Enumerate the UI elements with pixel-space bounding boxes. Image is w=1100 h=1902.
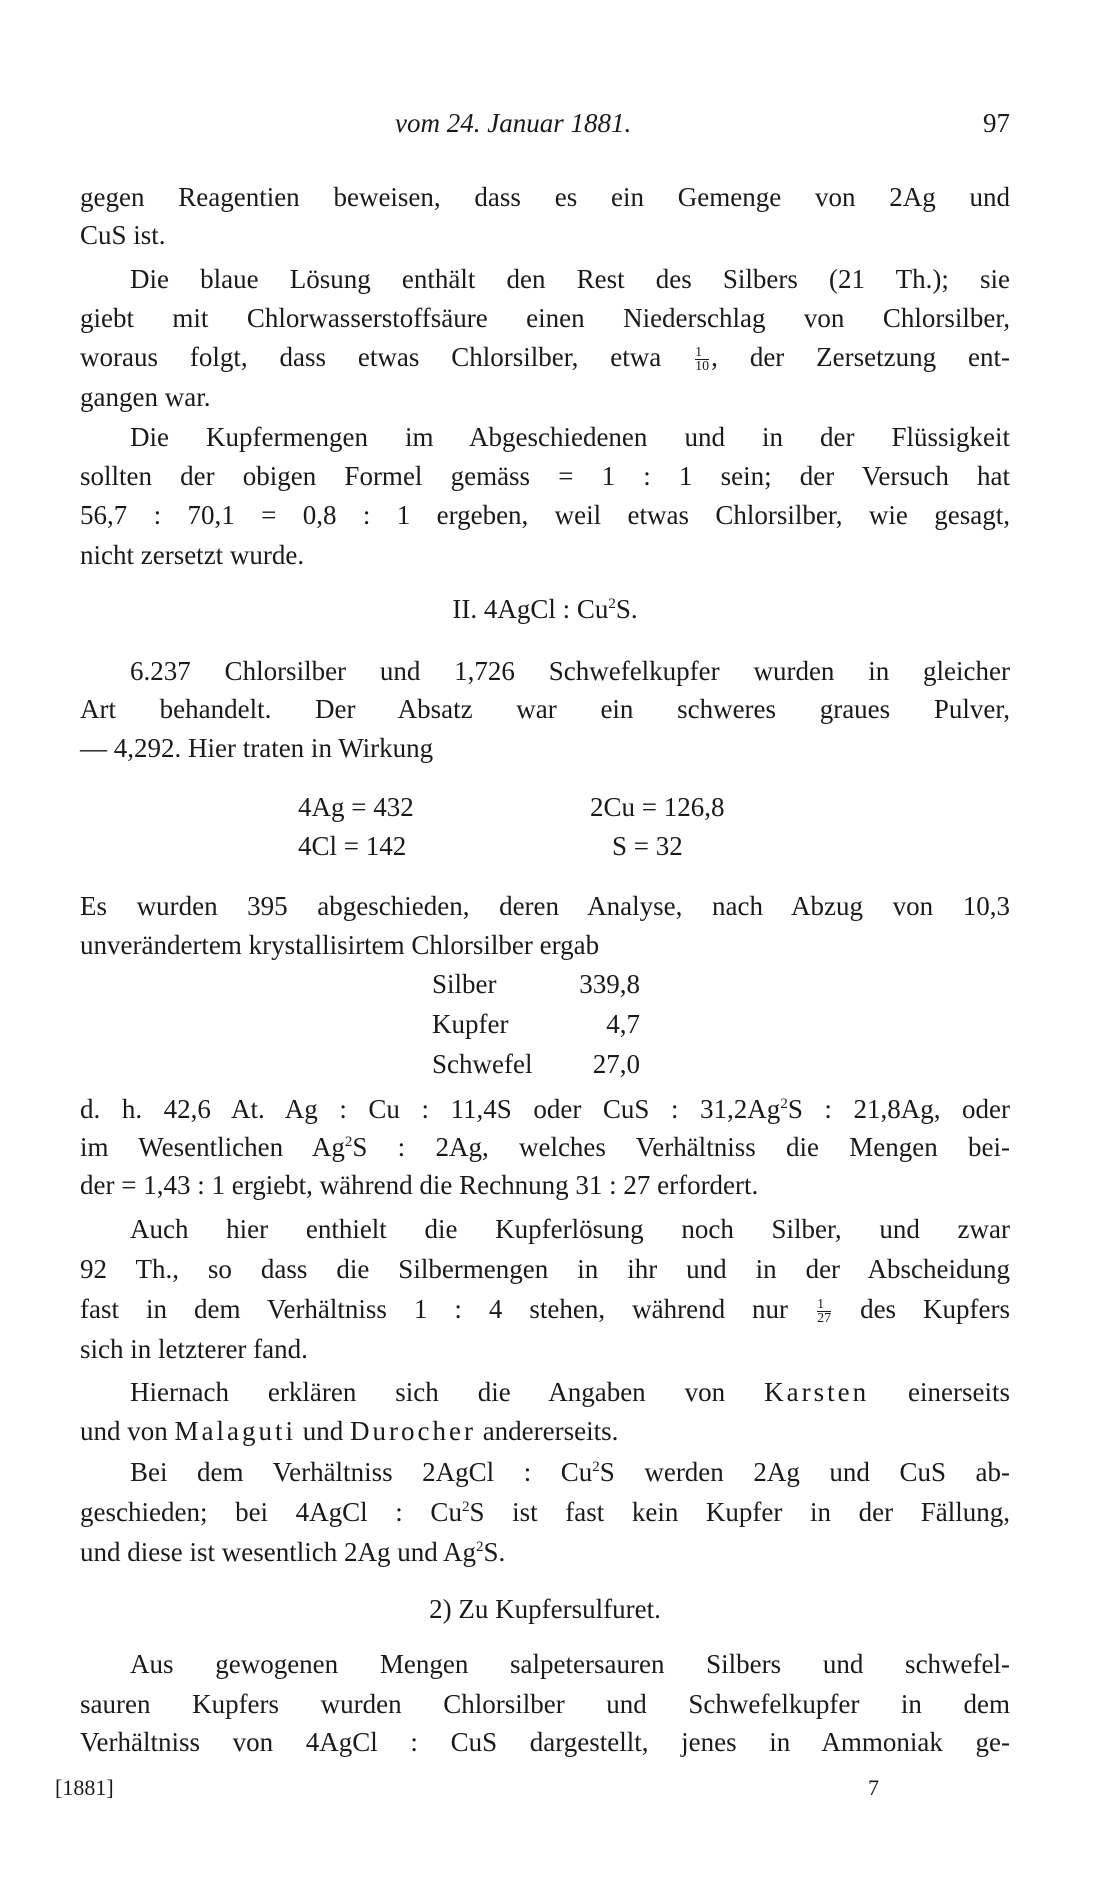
text-line — [80, 1414, 1010, 1448]
text-fragment: , der Zersetzung ent- — [711, 342, 1010, 372]
author-name: Durocher — [349, 1416, 476, 1446]
paragraph-start — [130, 1455, 1010, 1489]
table-value: 4,7 — [606, 1009, 640, 1039]
superscript: 2 — [592, 1459, 600, 1475]
text-line — [80, 340, 1010, 374]
text-fragment: S : 21,8Ag, oder — [787, 1094, 1010, 1124]
text-line: Es wurden 395 abgeschieden, deren Analyse, nach Abzug von 10,3 — [80, 891, 1010, 921]
equation: S = 32 — [612, 831, 683, 861]
text-fragment: S : 2Ag, welches Verhältniss die Mengen bei- — [352, 1132, 1010, 1162]
paragraph-start: Die blaue Lösung enthält den Rest des Silbers (21 Th.); sie — [130, 264, 1010, 294]
text-fragment: des Kupfers — [860, 1294, 1011, 1324]
text-fragment: S. — [483, 1537, 506, 1567]
text-line — [80, 1130, 1010, 1164]
text-fragment: S ist fast kein Kupfer in der Fällung, — [469, 1497, 1010, 1527]
text-line — [80, 1495, 1010, 1529]
superscript: 2 — [475, 1539, 484, 1555]
text-fragment: und — [302, 1416, 344, 1446]
table-value: 27,0 — [592, 1049, 640, 1079]
equation: 4Ag = 432 — [298, 792, 414, 822]
section-heading — [80, 592, 1010, 626]
heading-fragment: S. — [615, 594, 638, 624]
text-fragment: woraus folgt, dass etwas Chlorsilber, etwa — [80, 342, 662, 372]
text-fragment: d. h. 42,6 At. Ag : Cu : 11,4S oder CuS : 31,2Ag — [80, 1094, 781, 1124]
fraction-denominator: 27 — [817, 1311, 832, 1327]
text-line: gangen war. — [80, 382, 211, 412]
paragraph-start: Die Kupfermengen im Abgeschiedenen und in der Flüssigkeit — [130, 422, 1010, 452]
paragraph-start: Auch hier enthielt die Kupferlösung noch Silber, und zwar — [130, 1214, 1010, 1244]
fraction-numerator: 1 — [695, 346, 709, 360]
footer-year: [1881] — [55, 1775, 114, 1800]
text-line: 92 Th., so dass die Silbermengen in ihr und in der Abscheidung — [80, 1254, 1010, 1284]
text-fragment: einerseits — [908, 1377, 1011, 1407]
equation: 4Cl = 142 — [298, 831, 407, 861]
heading-fragment: II. 4AgCl : Cu — [452, 594, 609, 624]
text-line: gegen Reagentien beweisen, dass es ein Gemenge von 2Ag und — [80, 182, 1010, 212]
author-name: Karsten — [764, 1377, 870, 1407]
text-fragment: geschieden; bei 4AgCl : Cu — [80, 1497, 462, 1527]
table-label: Silber — [432, 969, 497, 999]
signature-mark: 7 — [868, 1775, 879, 1800]
paragraph-start: 6.237 Chlorsilber und 1,726 Schwefelkupfer wurden in gleicher — [130, 656, 1010, 686]
page-number: 97 — [983, 108, 1010, 138]
text-line: — 4,292. Hier traten in Wirkung — [80, 733, 434, 763]
superscript: 2 — [608, 596, 616, 612]
section-heading: 2) Zu Kupfersulfuret. — [429, 1594, 661, 1624]
text-fragment: fast in dem Verhältniss 1 : 4 stehen, während nur — [80, 1294, 789, 1324]
equation: 2Cu = 126,8 — [590, 792, 725, 822]
table-value: 339,8 — [579, 969, 640, 999]
superscript: 2 — [780, 1096, 788, 1112]
text-line: sauren Kupfers wurden Chlorsilber und Schwefelkupfer in dem — [80, 1689, 1010, 1719]
text-fragment: und diese ist wesentlich 2Ag und Ag — [80, 1537, 476, 1567]
fraction-denominator: 10 — [695, 359, 710, 375]
text-line: sich in letzterer fand. — [80, 1334, 308, 1364]
table-label: Kupfer — [432, 1009, 509, 1039]
fraction — [817, 1298, 831, 1325]
text-line: 56,7 : 70,1 = 0,8 : 1 ergeben, weil etwas Chlorsilber, wie gesagt, — [80, 500, 1010, 530]
paragraph-start: Aus gewogenen Mengen salpetersauren Silbers und schwefel- — [130, 1649, 1010, 1679]
text-line — [80, 1292, 1010, 1326]
running-header-title: vom 24. Januar 1881. — [395, 108, 632, 138]
text-line: sollten der obigen Formel gemäss = 1 : 1 sein; der Versuch hat — [80, 461, 1010, 491]
superscript: 2 — [461, 1499, 470, 1515]
text-line — [80, 1535, 1010, 1569]
text-line: Art behandelt. Der Absatz war ein schweres graues Pulver, — [80, 694, 1010, 724]
text-line — [80, 1092, 1010, 1126]
text-line: nicht zersetzt wurde. — [80, 540, 305, 570]
text-fragment: Bei dem Verhältniss 2AgCl : Cu — [130, 1457, 593, 1487]
text-line: unverändertem krystallisirtem Chlorsilber ergab — [80, 930, 600, 960]
text-fragment: und von — [80, 1416, 168, 1446]
fraction-numerator: 1 — [817, 1298, 831, 1312]
text-fragment: Hiernach erklären sich die Angaben von — [130, 1377, 726, 1407]
text-line: CuS ist. — [80, 220, 166, 250]
superscript: 2 — [344, 1134, 353, 1150]
paragraph-start — [130, 1375, 1010, 1409]
text-fragment: S werden 2Ag und CuS ab- — [599, 1457, 1010, 1487]
table-label: Schwefel — [432, 1049, 533, 1079]
text-fragment: im Wesentlichen Ag — [80, 1132, 345, 1162]
text-line: Verhältniss von 4AgCl : CuS dargestellt, jenes in Ammoniak ge- — [80, 1727, 1010, 1757]
text-line: giebt mit Chlorwasserstoffsäure einen Niederschlag von Chlorsilber, — [80, 303, 1010, 333]
text-fragment: andererseits. — [482, 1416, 619, 1446]
text-line: der = 1,43 : 1 ergiebt, während die Rechnung 31 : 27 erfordert. — [80, 1170, 759, 1200]
fraction — [695, 346, 709, 373]
author-name: Malaguti — [174, 1416, 296, 1446]
